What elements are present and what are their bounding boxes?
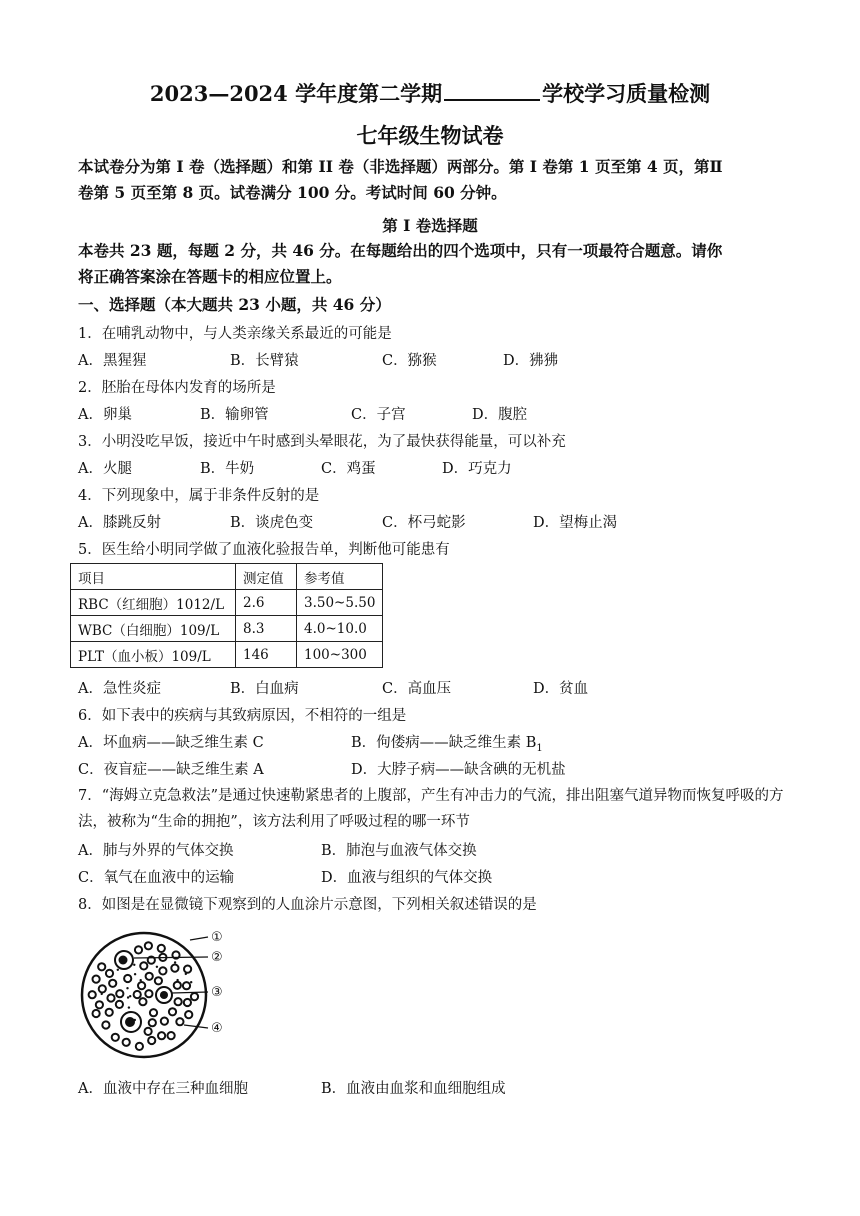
q6-option-d[interactable]: D．大脖子病——缺含碘的无机盐: [351, 762, 566, 778]
red-blood-cell: [150, 1009, 157, 1016]
table-header-row: [71, 564, 383, 590]
red-blood-cell: [135, 946, 142, 953]
red-blood-cell: [158, 1032, 165, 1039]
question-4-stem: 4．下列现象中，属于非条件反射的是: [78, 488, 320, 504]
q7-option-a[interactable]: A．肺与外界的气体交换: [78, 843, 234, 859]
platelet: [127, 996, 129, 998]
platelet: [133, 964, 135, 966]
red-blood-cell: [140, 962, 147, 969]
red-blood-cell: [175, 998, 182, 1005]
q2-option-c[interactable]: C．子宫: [351, 407, 406, 423]
table-row: [71, 642, 383, 668]
q1-option-d[interactable]: D．狒狒: [503, 353, 559, 369]
q7-option-d[interactable]: D．血液与组织的气体交换: [321, 870, 493, 886]
figure-labels: [211, 930, 223, 1036]
red-blood-cell: [161, 1018, 168, 1025]
question-4-options: [78, 511, 798, 533]
red-blood-cell: [139, 998, 146, 1005]
platelet: [156, 966, 158, 968]
intro-line-1: 本试卷分为第 I 卷（选择题）和第 II 卷（非选择题）两部分。第 I 卷第 1 页至第 4 页，第Ⅱ: [78, 157, 723, 176]
red-blood-cell: [145, 1028, 152, 1035]
q4-option-a[interactable]: A．膝跳反射: [78, 515, 161, 531]
table-cell: 2.6: [236, 590, 297, 616]
table-row: [71, 616, 383, 642]
platelet: [176, 979, 178, 981]
platelet: [134, 973, 136, 975]
red-blood-cell: [134, 991, 141, 998]
white-blood-cell-3: [121, 1012, 141, 1032]
platelet: [185, 973, 187, 975]
platelet: [126, 987, 128, 989]
white-blood-cell-1: [115, 951, 133, 969]
question-3-stem: 3．小明没吃早饭，接近中午时感到头晕眼花，为了最快获得能量，可以补充: [78, 434, 566, 450]
red-blood-cell: [116, 990, 123, 997]
red-blood-cell: [107, 994, 114, 1001]
red-blood-cell: [184, 999, 191, 1006]
red-blood-cell: [169, 1008, 176, 1015]
platelet: [140, 979, 142, 981]
platelet: [117, 969, 119, 971]
red-blood-cell: [116, 1001, 123, 1008]
q6-option-c[interactable]: C．夜盲症——缺乏维生素 A: [78, 762, 264, 778]
red-blood-cell: [184, 966, 191, 973]
part1-note: [78, 238, 788, 290]
table-header-cell: 测定值: [236, 564, 297, 590]
red-blood-cell: [176, 1018, 183, 1025]
part1-note-line-1: 本卷共 23 题，每题 2 分，共 46 分。在每题给出的四个选项中，只有一项最符合题意。请你: [78, 241, 723, 260]
platelet: [134, 1019, 136, 1021]
figure-label-4: ④: [211, 1021, 223, 1036]
question-2-stem: 2．胚胎在母体内发育的场所是: [78, 380, 276, 396]
table-row: [71, 590, 383, 616]
table-cell: PLT（血小板）109/L: [71, 642, 236, 668]
blood-smear-figure: [80, 918, 240, 1068]
question-7-options-row-2: [78, 866, 798, 888]
question-1-options: [78, 349, 798, 371]
q1-option-a[interactable]: A．黑猩猩: [78, 353, 147, 369]
q5-option-d[interactable]: D．贫血: [533, 681, 589, 697]
red-blood-cell: [185, 1011, 192, 1018]
figure-label-1: ①: [211, 930, 223, 945]
table-cell: WBC（白细胞）109/L: [71, 616, 236, 642]
q8-option-b[interactable]: B．血液由血浆和血细胞组成: [321, 1081, 506, 1097]
question-5-options: [78, 677, 798, 699]
table-cell: 3.50~5.50: [297, 590, 383, 616]
blood-test-report-table: [70, 563, 383, 668]
q4-option-d[interactable]: D．望梅止渴: [533, 515, 618, 531]
red-blood-cell: [98, 963, 105, 970]
red-blood-cell: [155, 977, 162, 984]
q8-option-a[interactable]: A．血液中存在三种血细胞: [78, 1081, 248, 1097]
q7-option-c[interactable]: C．氧气在血液中的运输: [78, 870, 235, 886]
q7-option-b[interactable]: B．肺泡与血液气体交换: [321, 843, 477, 859]
question-3-options: [78, 457, 798, 479]
red-blood-cell: [106, 1009, 113, 1016]
q3-option-a[interactable]: A．火腿: [78, 461, 132, 477]
q6-option-b-text: B．佝偻病——缺乏维生素 B: [351, 735, 537, 751]
red-blood-cell: [109, 980, 116, 987]
table-cell: RBC（红细胞）1012/L: [71, 590, 236, 616]
q4-option-c[interactable]: C．杯弓蛇影: [382, 515, 466, 531]
red-blood-cell: [149, 1019, 156, 1026]
question-7-stem: 7．“海姆立克急救法”是通过快速勒紧患者的上腹部，产生有冲击力的气流，排出阻塞气道异物而恢复呼吸的方法，被称为“生命的拥抱”，该方法利用了呼吸过程的哪一环节: [78, 788, 784, 830]
question-8-stem: 8．如图是在显微镜下观察到的人血涂片示意图，下列相关叙述错误的是: [78, 897, 537, 913]
smear-field: [82, 933, 206, 1057]
q1-option-b[interactable]: B．长臂猿: [230, 353, 299, 369]
red-blood-cell: [112, 1034, 119, 1041]
question-7-options-row-1: [78, 839, 798, 861]
q1-option-c[interactable]: C．猕猴: [382, 353, 437, 369]
red-blood-cell: [148, 1037, 155, 1044]
platelet: [128, 1006, 130, 1008]
red-blood-cell: [168, 1032, 175, 1039]
table-header-cell: 参考值: [297, 564, 383, 590]
q2-option-d[interactable]: D．腹腔: [472, 407, 528, 423]
question-6-stem: 6．如下表中的疾病与其致病原因，不相符的一组是: [78, 708, 407, 724]
q5-option-c[interactable]: C．高血压: [382, 681, 452, 697]
red-blood-cell: [102, 1021, 109, 1028]
platelet: [161, 994, 163, 996]
part1-note-line-2: 将正确答案涂在答题卡的相应位置上。: [78, 267, 342, 286]
q3-option-d[interactable]: D．巧克力: [442, 461, 512, 477]
q6-option-a[interactable]: A．坏血病——缺乏维生素 C: [78, 735, 264, 751]
section-heading: 一、选择题（本大题共 23 小题，共 46 分）: [78, 295, 391, 314]
red-blood-cell: [174, 982, 181, 989]
part1-heading: 第 I 卷选择题: [382, 216, 478, 235]
table-cell: 100~300: [297, 642, 383, 668]
q5-option-a[interactable]: A．急性炎症: [78, 681, 161, 697]
table-cell: 8.3: [236, 616, 297, 642]
red-blood-cell: [93, 1010, 100, 1017]
figure-label-2: ②: [211, 950, 223, 965]
question-6-options-row-1: [78, 731, 798, 753]
white-blood-cell-2: [156, 987, 172, 1003]
exam-title: [0, 78, 860, 108]
table-cell: 4.0~10.0: [297, 616, 383, 642]
red-blood-cell: [191, 993, 198, 1000]
q5-option-b[interactable]: B．白血病: [230, 681, 299, 697]
red-blood-cell: [96, 1001, 103, 1008]
red-blood-cell: [124, 975, 131, 982]
platelet: [174, 961, 176, 963]
table-cell: 146: [236, 642, 297, 668]
question-5-stem: 5．医生给小明同学做了血液化验报告单，判断他可能患有: [78, 542, 450, 558]
q6-option-b-subscript: 1: [536, 742, 543, 754]
red-blood-cell: [159, 967, 166, 974]
table-header-cell: 项目: [71, 564, 236, 590]
red-blood-cell: [183, 982, 190, 989]
red-blood-cell: [158, 945, 165, 952]
title-right: 学校学习质量检测: [542, 81, 711, 106]
school-name-blank: [444, 81, 540, 101]
red-blood-cell: [93, 976, 100, 983]
title-left: 2023—2024 学年度第二学期: [149, 81, 443, 106]
question-8-options: [78, 1077, 798, 1099]
red-blood-cell: [99, 985, 106, 992]
red-blood-cell: [89, 991, 96, 998]
red-blood-cell: [171, 965, 178, 972]
intro-paragraph: [78, 154, 788, 206]
intro-line-2: 卷第 5 页至第 8 页。试卷满分 100 分。考试时间 60 分钟。: [78, 183, 507, 202]
question-1-stem: 1．在哺乳动物中，与人类亲缘关系最近的可能是: [78, 326, 392, 342]
red-blood-cell: [136, 1043, 143, 1050]
figure-label-3: ③: [211, 985, 223, 1000]
platelet: [101, 993, 103, 995]
q4-option-b[interactable]: B．谈虎色变: [230, 515, 314, 531]
q3-option-b[interactable]: B．牛奶: [200, 461, 255, 477]
platelet: [190, 981, 192, 983]
red-blood-cell: [106, 970, 113, 977]
red-blood-cell: [123, 1039, 130, 1046]
red-blood-cell: [146, 973, 153, 980]
q6-option-b[interactable]: [351, 731, 543, 754]
question-6-options-row-2: [78, 758, 798, 780]
question-2-options: [78, 403, 798, 425]
platelet: [124, 960, 126, 962]
red-blood-cell: [138, 982, 145, 989]
exam-subtitle: 七年级生物试卷: [356, 123, 504, 148]
platelet: [129, 995, 131, 997]
red-blood-cell: [145, 990, 152, 997]
q3-option-c[interactable]: C．鸡蛋: [321, 461, 376, 477]
q2-option-a[interactable]: A．卵巢: [78, 407, 132, 423]
red-blood-cell: [145, 942, 152, 949]
q2-option-b[interactable]: B．输卵管: [200, 407, 269, 423]
